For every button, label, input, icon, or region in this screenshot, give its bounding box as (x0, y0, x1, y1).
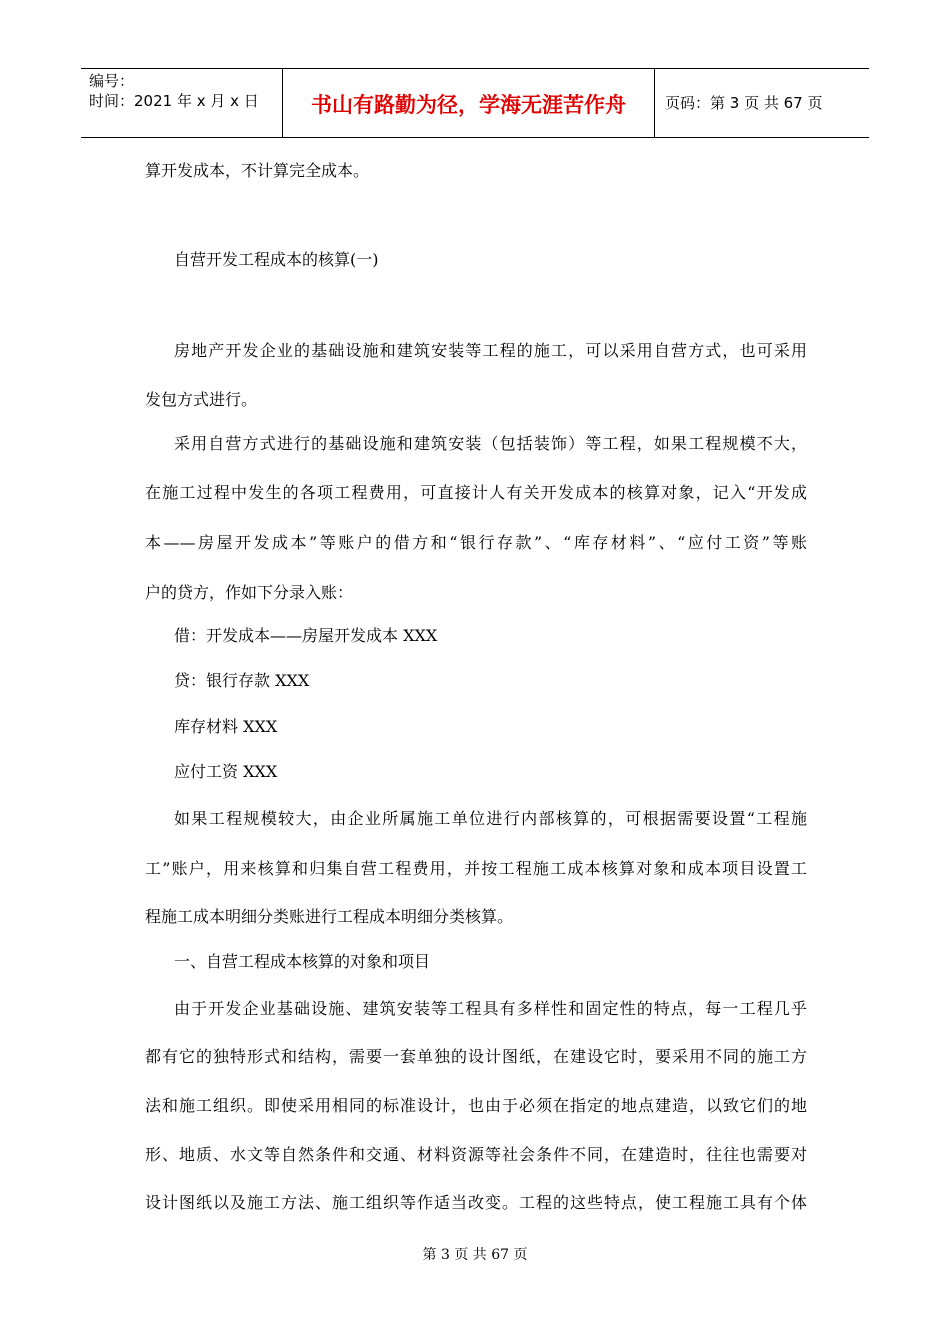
text-line: 采用自营方式进行的基础设施和建筑安装（包括装饰）等工程，如果工程规模不大， (174, 434, 807, 453)
header-page-info: 页码：第 3 页 共 67 页 (665, 94, 823, 112)
page-footer: 第 3 页 共 67 页 (422, 1247, 528, 1263)
header-page-cell (655, 69, 869, 137)
text-line: 程施工成本明细分类账进行工程成本明细分类核算。 (145, 907, 514, 926)
section-title: 自营开发工程成本的核算(一) (174, 250, 379, 269)
section-heading: 一、自营工程成本核算的对象和项目 (174, 952, 431, 971)
text-line: 发包方式进行。 (145, 390, 258, 409)
header-motto-cell (283, 69, 655, 137)
text-line: 设计图纸以及施工方法、施工组织等作适当改变。工程的这些特点，使工程施工具有个体 (145, 1193, 807, 1212)
journal-entry-credit: 贷：银行存款 XXX (174, 671, 310, 690)
text-line: 形、地质、水文等自然条件和交通、材料资源等社会条件不同，在建造时，往往也需要对 (145, 1145, 807, 1164)
journal-entry-debit: 借：开发成本——房屋开发成本 XXX (174, 626, 438, 645)
text-line: 在施工过程中发生的各项工程费用，可直接计人有关开发成本的核算对象，记入“开发成 (145, 483, 807, 502)
text-line: 房地产开发企业的基础设施和建筑安装等工程的施工，可以采用自营方式，也可采用 (174, 341, 807, 360)
text-line: 如果工程规模较大，由企业所属施工单位进行内部核算的，可根据需要设置“工程施 (174, 809, 807, 828)
serial-number-label: 编号： (89, 72, 135, 90)
text-line: 算开发成本，不计算完全成本。 (145, 161, 370, 180)
text-line: 户的贷方，作如下分录入账： (145, 583, 354, 602)
header-motto: 书山有路勤为径，学海无涯苦作舟 (311, 93, 626, 117)
text-line: 本——房屋开发成本”等账户的借方和“银行存款”、“库存材料”、“应付工资”等账 (145, 533, 807, 552)
text-line: 都有它的独特形式和结构，需要一套单独的设计图纸，在建设它时，要采用不同的施工方 (145, 1047, 807, 1066)
text-line: 由于开发企业基础设施、建筑安装等工程具有多样性和固定性的特点，每一工程几乎 (174, 999, 807, 1018)
header-left-cell (81, 69, 283, 137)
time-label: 时间：2021 年 x 月 x 日 (89, 92, 259, 110)
document-header (81, 68, 869, 138)
journal-entry-credit: 库存材料 XXX (174, 717, 278, 736)
text-line: 法和施工组织。即使采用相同的标准设计，也由于必须在指定的地点建造，以致它们的地 (145, 1096, 807, 1115)
journal-entry-credit: 应付工资 XXX (174, 762, 278, 781)
text-line: 工”账户，用来核算和归集自营工程费用，并按工程施工成本核算对象和成本项目设置工 (145, 859, 807, 878)
